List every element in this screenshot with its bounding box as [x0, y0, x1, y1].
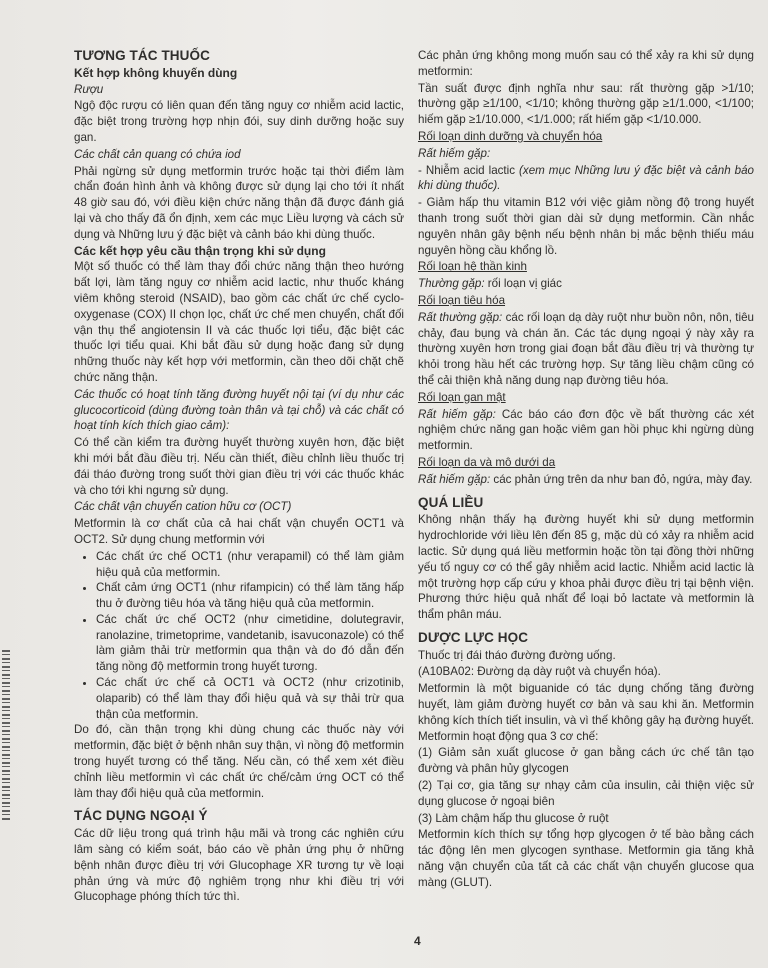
mechanism-2: (2) Tại cơ, gia tăng sự nhạy cảm của insulin, cải thiện việc sử dụng glucose ở ngoại biên	[418, 779, 754, 808]
nervous-title: Rối loạn hệ thần kinh	[418, 260, 527, 274]
oct-list	[74, 549, 404, 723]
left-column	[74, 48, 404, 906]
oct-conclusion: Do đó, cần thận trọng khi dùng chung các thuốc này với metformin, đặc biệt ở bệnh nhân suy thận, vì nồng độ metformin trong huyết tương có thể tăng. Nếu cần, có thể xem xét điều chỉnh liều metformin vì các chất ức chế/cảm ứng OCT có thể làm thay đổi hiệu quả của metformin.	[74, 723, 404, 800]
side-effects-text: Các dữ liệu trong quá trình hậu mãi và trong các nghiên cứu lâm sàng có kiểm soát, báo cáo về phản ứng phụ ở những bệnh nhân được điều trị với Glucophage XR tương tự về loại phản ứng và mức độ nghiêm trọng như khi điều trị với Glucophage phóng thích tức thì.	[74, 827, 404, 904]
metabolism-item-1: - Nhiễm acid lactic (xem mục Những lưu ý đặc biệt và cảnh báo khi dùng thuốc).	[418, 163, 754, 193]
section-heading-overdose: QUÁ LIỀU	[418, 494, 484, 510]
mechanism-3: (3) Làm chậm hấp thu glucose ở ruột	[418, 811, 609, 825]
caution-text: Một số thuốc có thể làm thay đổi chức năng thận theo hướng bất lợi, làm tăng nguy cơ nhiễm acid lactic, như thuốc kháng viêm không steroid (NSAID), bao gồm các chất ức chế cyclo-oxygenase (COX) II chọn lọc, chất ức chế men chuyển, chất đối vận thụ thể angiotensin II và các thuốc lợi tiểu, đặc biệt các thuốc lợi tiểu quai. Khi bắt đầu sử dụng hoặc đang sử dụng những thuốc này kết hợp với metformin, cần theo dõi chặt chẽ chức năng thận.	[74, 260, 404, 384]
subheading-not-recommended: Kết hợp không khuyến dùng	[74, 65, 238, 80]
section-heading-interactions: TƯƠNG TÁC THUỐC	[74, 48, 210, 63]
right-column	[418, 48, 754, 892]
page-number: 4	[414, 934, 421, 948]
gi-text: Rất thường gặp: các rối loạn dạ dày ruột như buồn nôn, nôn, tiêu chảy, đau bụng và chán ăn. Các tác dụng ngoại ý này xảy ra thường xuyên hơn trong giai đoạn bắt đầu điều trị và thường tự khỏi trong hầu hết các trường hợp. Sự tăng liều chậm cũng có thể cải thiện khả năng dung nạp đường tiêu hóa.	[418, 310, 754, 387]
hyperglycemic-text: Có thể cần kiểm tra đường huyết thường xuyên hơn, đặc biệt khi mới bắt đầu điều trị. Nếu cần thiết, điều chỉnh liều thuốc trị đái tháo đường trong suốt thời gian điều trị với các thuốc khác và cho tới khi ngưng sử dụng.	[74, 436, 404, 497]
oct-title: Các chất vận chuyển cation hữu cơ (OCT)	[74, 500, 292, 514]
liver-text: Rất hiếm gặp: Các báo cáo đơn độc về bất thường các xét nghiệm chức năng gan hoặc viêm gan hồi phục khi ngừng dùng metformin.	[418, 407, 754, 453]
liver-title: Rối loạn gan mật	[418, 390, 506, 404]
hyperglycemic-title: Các thuốc có hoạt tính tăng đường huyết nội tại (ví dụ như các glucocorticoid (dùng đường toàn thân và tại chỗ) và các chất có hoạt tính kích thích giao cảm):	[74, 387, 404, 433]
iodine-text: Phải ngừng sử dụng metformin trước hoặc tại thời điểm làm chẩn đoán hình ảnh và không được sử dụng lại cho tới ít nhất 48 giờ sau đó, với điều kiện chức năng thận đã được đánh giá lại và cho thấy đã ổn định, xem các mục Liều lượng và cách sử dụng và Những lưu ý đặc biệt và cảnh báo khi dùng thuốc.	[74, 164, 404, 241]
metabolism-frequency: Rất hiếm gặp:	[418, 146, 491, 160]
list-item: • Các chất ức chế cả OCT1 và OCT2 (như crizotinib, olaparib) có thể làm thay đổi hiệu quả và sự thải trừ qua thận của metformin.	[96, 675, 404, 722]
pharma-line-1: Thuốc trị đái tháo đường đường uống.	[418, 648, 616, 662]
pharma-line-2: (A10BA02: Đường dạ dày ruột và chuyển hóa).	[418, 665, 661, 679]
skin-title: Rối loạn da và mô dưới da	[418, 455, 556, 469]
overdose-text: Không nhận thấy hạ đường huyết khi sử dụng metformin hydrochloride với liều lên đến 85 g, mặc dù có xảy ra nhiễm acid lactic. Sử dụng quá liều metformin hoặc tồn tại đồng thời những yếu tố nguy cơ có thể gây nhiễm acid lactic. Nhiễm acid lactic là một trường hợp cấp cứu y khoa phải được điều trị tại bệnh viện. Phương thức hiệu quả nhất để loại bỏ lactate và metformin là thẩm phân máu.	[418, 513, 754, 622]
metabolism-item-2: - Giảm hấp thu vitamin B12 với việc giảm nồng độ trong huyết thanh trong suốt thời gian dài sử dụng metformin. Cần nhắc nguyên nhân gây bệnh nếu bệnh nhân bị mắc bệnh thiếu máu nguyên hồng cầu khổng lồ.	[418, 196, 754, 257]
section-heading-side-effects: TÁC DỤNG NGOẠI Ý	[74, 808, 208, 824]
final-text: Metformin kích thích sự tổng hợp glycogen ở tế bào bằng cách tác động lên men glycogen synthase. Metformin gia tăng khả năng vận chuyển của tất cả các chất vận chuyển glucose qua màng (GLUT).	[418, 828, 754, 889]
alcohol-title: Rượu	[74, 82, 104, 96]
oct-text: Metformin là cơ chất của cả hai chất vận chuyển OCT1 và OCT2. Sử dụng chung metformin với	[74, 517, 404, 546]
alcohol-text: Ngộ độc rượu có liên quan đến tăng nguy cơ nhiễm acid lactic, đặc biệt trong trường hợp nhịn đói, suy dinh dưỡng hoặc suy gan.	[74, 99, 404, 144]
mechanism-1: (1) Giảm sản xuất glucose ở gan bằng cách ức chế tân tạo đường và phân hủy glycogen	[418, 746, 754, 776]
list-item: • Các chất ức chế OCT1 (như verapamil) có thể làm giảm hiệu quả của metformin.	[96, 549, 404, 581]
skin-text: Rất hiếm gặp: các phản ứng trên da như ban đỏ, ngứa, mày đay.	[418, 472, 753, 486]
list-item: • Các chất ức chế OCT2 (như cimetidine, dolutegravir, ranolazine, trimetoprime, vandetanib, isavuconazole) có thể làm giảm thải trừ metformin qua thận và do đó dẫn đến tăng nồng độ metformin trong huyết tương.	[96, 612, 404, 675]
section-heading-pharmacodynamics: DƯỢC LỰC HỌC	[418, 629, 529, 645]
frequency-definition: Tần suất được định nghĩa như sau: rất thường gặp >1/10; thường gặp ≥1/100, <1/10; không thường gặp ≥1/1.000, <1/100; hiếm gặp ≥1/10.000, <1/1.000; rất hiếm gặp <1/10.000.	[418, 81, 754, 127]
pharma-text: Metformin là một biguanide có tác dụng chống tăng đường huyết, làm giảm đường huyết cơ bản và sau khi ăn. Metformin không kích thích tiết insulin, và vì thế không gây hạ đường huyết. Metformin hoạt động qua 3 cơ chế:	[418, 682, 754, 743]
metabolism-title: Rối loạn dinh dưỡng và chuyển hóa	[418, 129, 603, 143]
subheading-caution: Các kết hợp yêu cầu thận trọng khi sử dụng	[74, 243, 326, 258]
barcode-strip	[2, 650, 10, 820]
iodine-title: Các chất cản quang có chứa iod	[74, 147, 241, 161]
list-item: • Chất cảm ứng OCT1 (như rifampicin) có thể làm tăng hấp thu ở đường tiêu hóa và tăng hiệu quả của metformin.	[96, 580, 404, 612]
nervous-line: Thường gặp: rối loạn vị giác	[418, 277, 562, 291]
gi-title: Rối loạn tiêu hóa	[418, 293, 506, 307]
adverse-intro: Các phản ứng không mong muốn sau có thể xảy ra khi sử dụng metformin:	[418, 49, 754, 78]
